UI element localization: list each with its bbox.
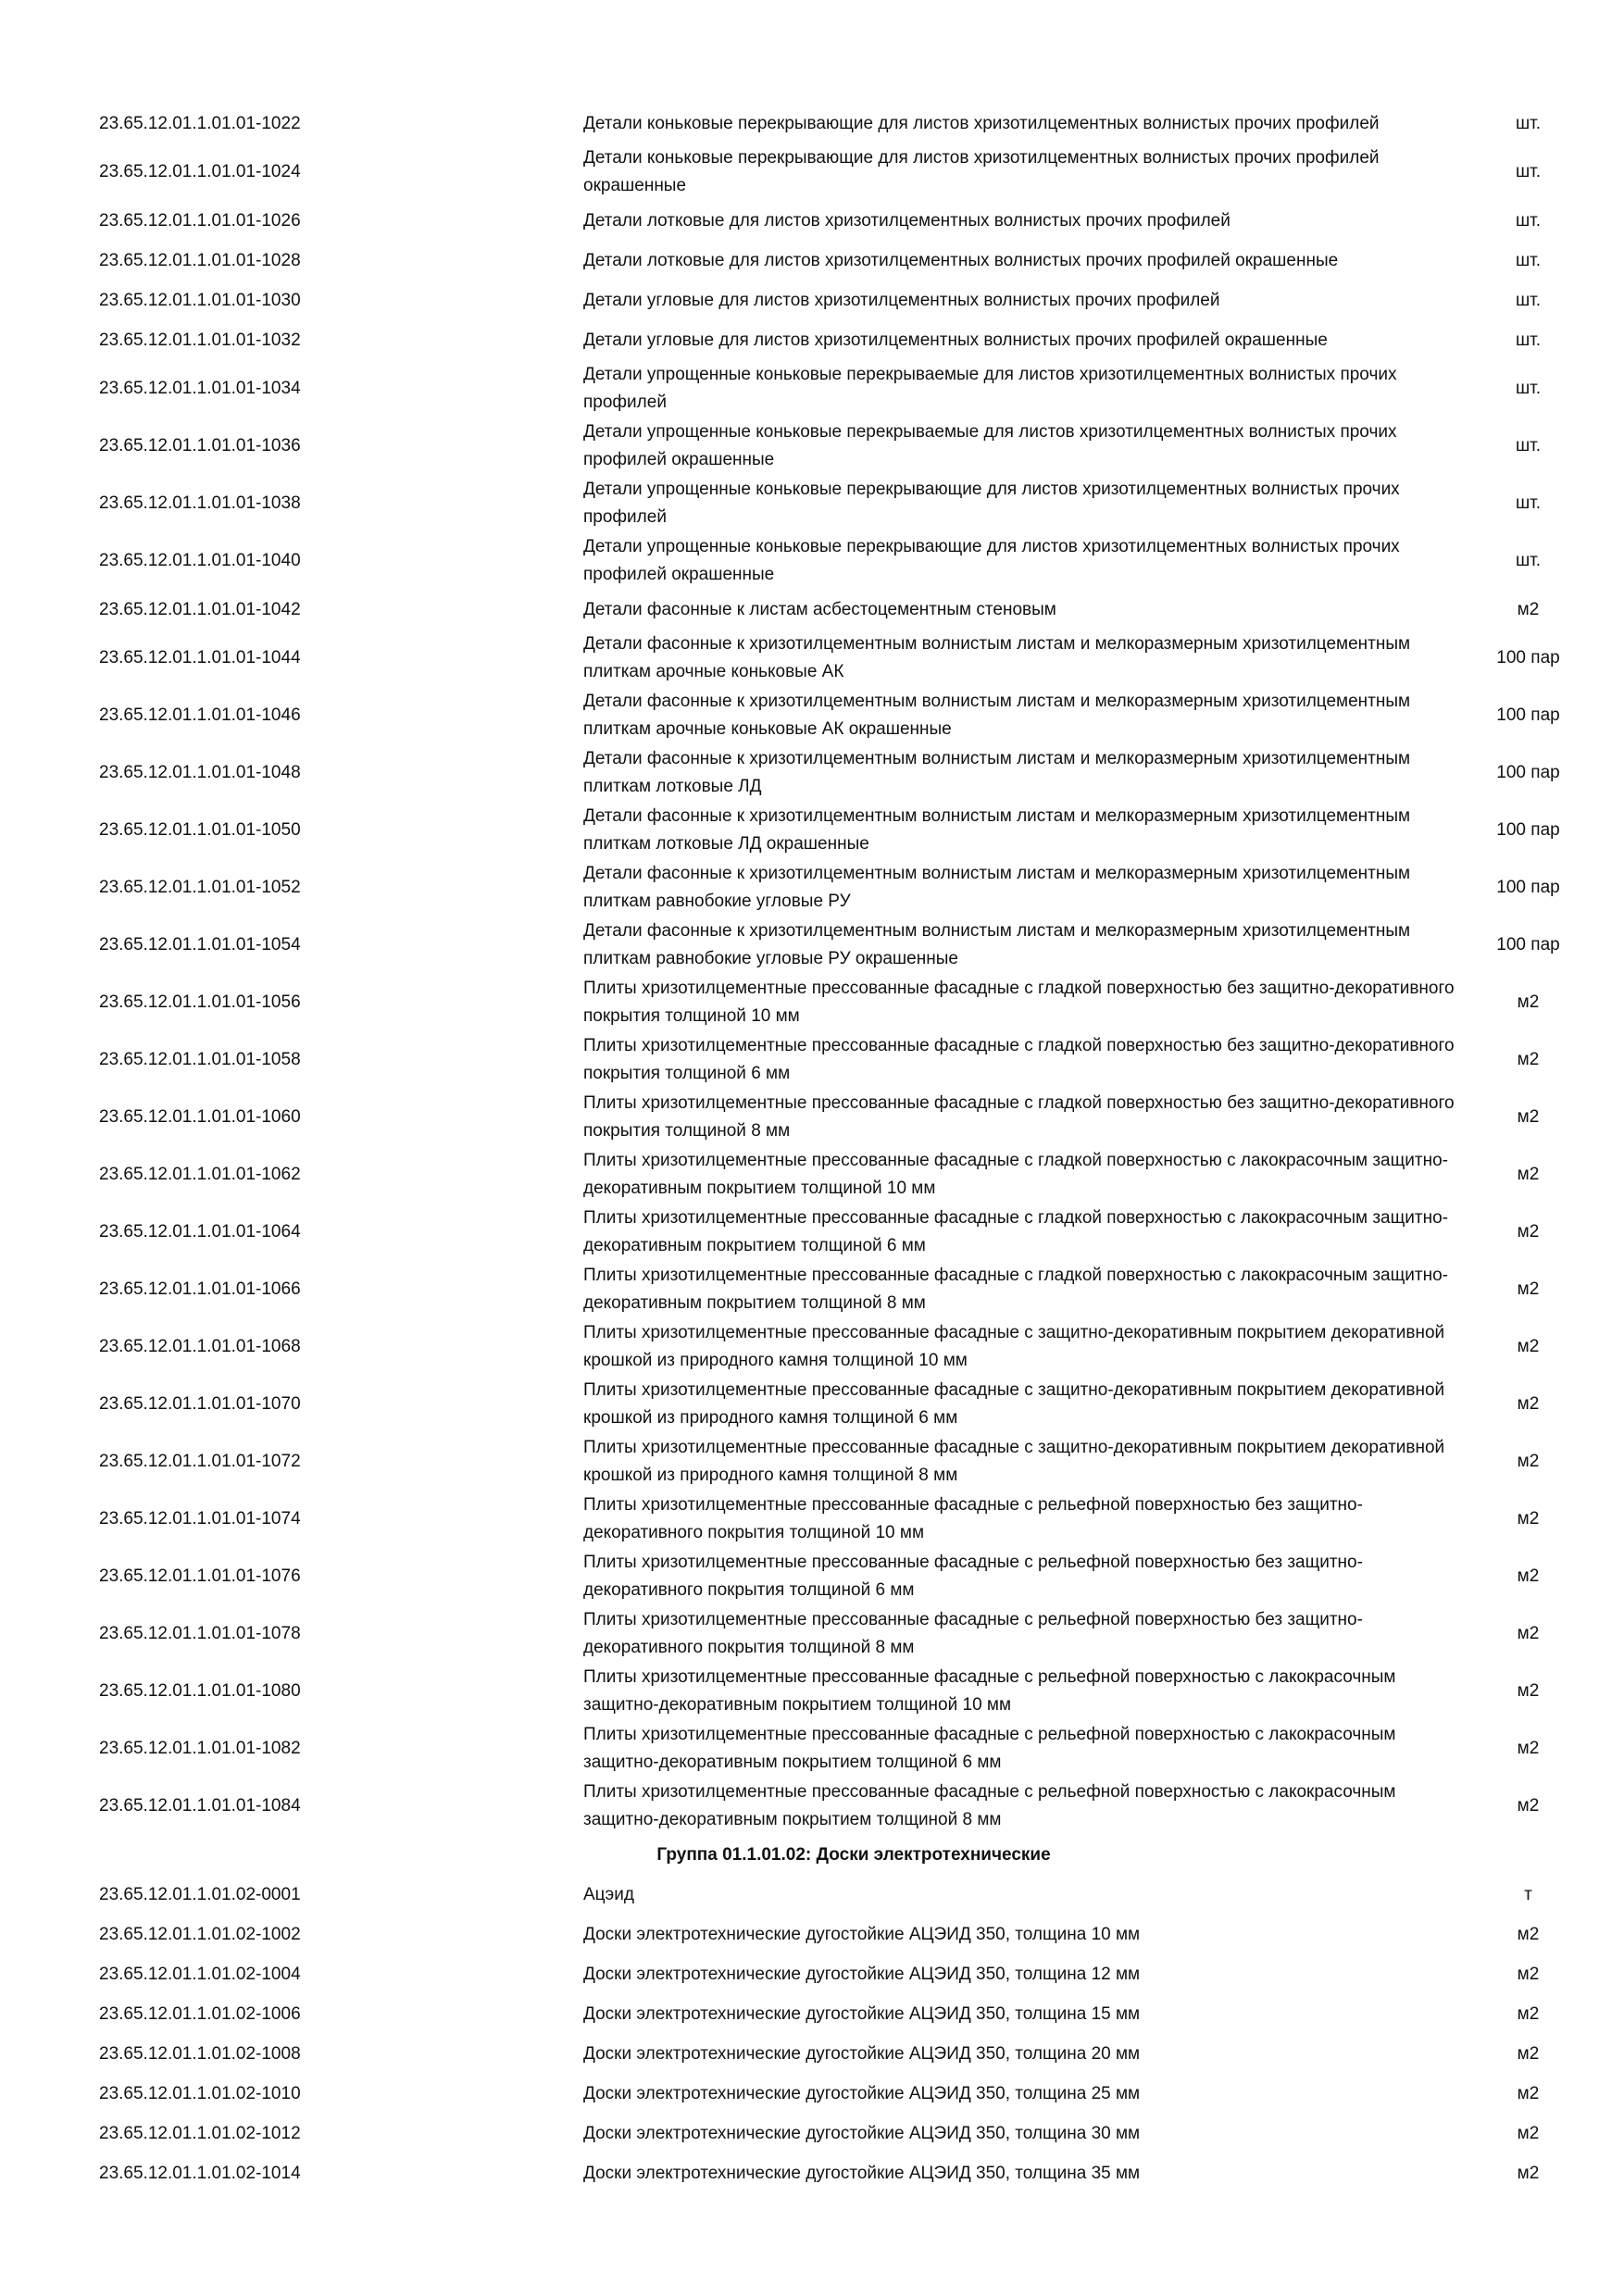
item-unit: м2: [1517, 1681, 1540, 1701]
item-unit: м2: [1517, 1452, 1540, 1471]
item-unit: м2: [1517, 1924, 1540, 1944]
item-name: Детали угловые для листов хризотилцементных волнистых прочих профилей окрашенные: [583, 330, 1328, 350]
item-name: Плиты хризотилцементные прессованные фасадные с рельефной поверхностью без защитно-декоративного покрытия толщиной 6 мм: [583, 1553, 1363, 1600]
table-row: [0, 1954, 1624, 1994]
item-name: Плиты хризотилцементные прессованные фасадные с гладкой поверхностью без защитно-декоративного покрытия толщиной 8 мм: [583, 1093, 1455, 1141]
item-unit: м2: [1517, 1279, 1540, 1299]
item-name: Детали коньковые перекрывающие для листов хризотилцементных волнистых прочих профилей окрашенные: [583, 148, 1380, 195]
table-row: [0, 281, 1624, 320]
table-row: [0, 2074, 1624, 2114]
item-unit: м2: [1517, 1165, 1540, 1184]
table-row: [0, 1031, 1624, 1089]
table-row: [0, 1318, 1624, 1376]
item-unit: 100 пар: [1496, 705, 1560, 725]
item-unit: м2: [1517, 599, 1540, 619]
item-code: 23.65.12.01.1.01.01-1078: [99, 1624, 301, 1643]
item-code: 23.65.12.01.1.01.01-1072: [99, 1452, 301, 1471]
item-code: 23.65.12.01.1.01.01-1028: [99, 250, 301, 270]
item-code: 23.65.12.01.1.01.01-1084: [99, 1796, 301, 1816]
table-row: [0, 590, 1624, 630]
item-code: 23.65.12.01.1.01.02-0001: [99, 1884, 301, 1904]
item-code: 23.65.12.01.1.01.01-1024: [99, 162, 301, 181]
item-name: Детали угловые для листов хризотилцементных волнистых прочих профилей: [583, 290, 1220, 310]
item-name: Детали фасонные к хризотилцементным волнистым листам и мелкоразмерным хризотилцементным плиткам равнобокие угловые РУ: [583, 864, 1411, 911]
item-code: 23.65.12.01.1.01.01-1030: [99, 290, 301, 310]
item-name: Доски электротехнические дугостойкие АЦЭИД 350, толщина 15 мм: [583, 2003, 1141, 2024]
item-code: 23.65.12.01.1.01.02-1008: [99, 2043, 301, 2064]
table-row: [0, 360, 1624, 418]
item-unit: м2: [1517, 1394, 1540, 1414]
item-unit: м2: [1517, 1050, 1540, 1069]
item-code: 23.65.12.01.1.01.01-1044: [99, 648, 301, 668]
item-name: Детали упрощенные коньковые перекрывающие для листов хризотилцементных волнистых прочих профилей: [583, 480, 1400, 527]
table-row: [0, 1915, 1624, 1954]
item-name: Детали фасонные к хризотилцементным волнистым листам и мелкоразмерным хризотилцементным плиткам лотковые ЛД окрашенные: [583, 806, 1411, 854]
item-name: Плиты хризотилцементные прессованные фасадные с рельефной поверхностью с лакокрасочным защитно-декоративным покрытием толщиной 8 мм: [583, 1782, 1396, 1829]
item-name: Доски электротехнические дугостойкие АЦЭИД 350, толщина 20 мм: [583, 2043, 1141, 2064]
item-code: 23.65.12.01.1.01.01-1048: [99, 763, 301, 782]
item-code: 23.65.12.01.1.01.01-1066: [99, 1279, 301, 1299]
table-row: [0, 418, 1624, 475]
item-code: 23.65.12.01.1.01.01-1070: [99, 1394, 301, 1414]
item-name: Плиты хризотилцементные прессованные фасадные с рельефной поверхностью без защитно-декоративного покрытия толщиной 10 мм: [583, 1495, 1363, 1542]
item-name: Ацэид: [583, 1884, 634, 1904]
item-name: Плиты хризотилцементные прессованные фасадные с рельефной поверхностью с лакокрасочным защитно-декоративным покрытием толщиной 6 мм: [583, 1725, 1396, 1772]
item-name: Детали фасонные к хризотилцементным волнистым листам и мелкоразмерным хризотилцементным плиткам арочные коньковые АК: [583, 634, 1411, 681]
item-code: 23.65.12.01.1.01.01-1054: [99, 935, 301, 955]
item-code: 23.65.12.01.1.01.01-1062: [99, 1165, 301, 1184]
item-code: 23.65.12.01.1.01.01-1046: [99, 705, 301, 725]
table-row: [0, 144, 1624, 201]
table-section-boards: [0, 1875, 1624, 2193]
item-code: 23.65.12.01.1.01.01-1064: [99, 1222, 301, 1242]
table-row: [0, 1548, 1624, 1605]
item-unit: м2: [1517, 2123, 1540, 2143]
table-row: [0, 1663, 1624, 1720]
item-name: Плиты хризотилцементные прессованные фасадные с гладкой поверхностью с лакокрасочным защитно-декоративным покрытием толщиной 8 мм: [583, 1266, 1448, 1313]
item-name: Плиты хризотилцементные прессованные фасадные с защитно-декоративным покрытием декоративной крошкой из природного камня толщиной 10 мм: [583, 1323, 1445, 1370]
table-row: [0, 1146, 1624, 1204]
item-unit: 100 пар: [1496, 820, 1560, 840]
item-code: 23.65.12.01.1.01.02-1014: [99, 2163, 301, 2183]
item-unit: м2: [1517, 1964, 1540, 1984]
item-code: 23.65.12.01.1.01.01-1040: [99, 551, 301, 570]
item-unit: м2: [1517, 1566, 1540, 1586]
group-heading: Группа 01.1.01.02: Доски электротехнические: [656, 1844, 1051, 1865]
item-code: 23.65.12.01.1.01.01-1032: [99, 330, 301, 350]
table-row: [0, 1433, 1624, 1491]
item-code: 23.65.12.01.1.01.01-1034: [99, 379, 301, 398]
item-name: Детали лотковые для листов хризотилцементных волнистых прочих профилей окрашенные: [583, 250, 1339, 270]
item-unit: шт.: [1515, 162, 1542, 181]
table-row: [0, 532, 1624, 590]
item-unit: шт.: [1515, 250, 1542, 270]
item-name: Доски электротехнические дугостойкие АЦЭИД 350, толщина 12 мм: [583, 1964, 1141, 1984]
item-unit: шт.: [1515, 290, 1542, 310]
item-code: 23.65.12.01.1.01.01-1058: [99, 1050, 301, 1069]
item-code: 23.65.12.01.1.01.01-1060: [99, 1107, 301, 1127]
item-code: 23.65.12.01.1.01.01-1068: [99, 1337, 301, 1356]
table-row: [0, 1089, 1624, 1146]
table-row: [0, 859, 1624, 917]
item-code: 23.65.12.01.1.01.01-1056: [99, 992, 301, 1012]
item-unit: м2: [1517, 2043, 1540, 2064]
item-name: Доски электротехнические дугостойкие АЦЭИД 350, толщина 10 мм: [583, 1924, 1141, 1944]
item-code: 23.65.12.01.1.01.01-1022: [99, 113, 301, 133]
table-row: [0, 2114, 1624, 2153]
item-name: Детали коньковые перекрывающие для листов хризотилцементных волнистых прочих профилей: [583, 113, 1380, 133]
item-code: 23.65.12.01.1.01.01-1036: [99, 436, 301, 455]
item-unit: м2: [1517, 1739, 1540, 1758]
item-unit: 100 пар: [1496, 648, 1560, 668]
item-name: Доски электротехнические дугостойкие АЦЭИД 350, толщина 35 мм: [583, 2163, 1141, 2183]
table-row: [0, 104, 1624, 144]
table-row: [0, 1204, 1624, 1261]
item-name: Плиты хризотилцементные прессованные фасадные с гладкой поверхностью без защитно-декоративного покрытия толщиной 10 мм: [583, 979, 1455, 1026]
document-page: [0, 104, 1624, 2193]
item-unit: 100 пар: [1496, 763, 1560, 782]
item-unit: м2: [1517, 1624, 1540, 1643]
item-code: 23.65.12.01.1.01.01-1026: [99, 210, 301, 231]
item-name: Детали упрощенные коньковые перекрываемые для листов хризотилцементных волнистых прочих профилей: [583, 365, 1397, 412]
item-unit: шт.: [1515, 210, 1542, 231]
table-row: [0, 1491, 1624, 1548]
item-code: 23.65.12.01.1.01.01-1038: [99, 493, 301, 513]
item-name: Плиты хризотилцементные прессованные фасадные с гладкой поверхностью с лакокрасочным защитно-декоративным покрытием толщиной 6 мм: [583, 1208, 1448, 1255]
item-code: 23.65.12.01.1.01.01-1050: [99, 820, 301, 840]
item-unit: 100 пар: [1496, 878, 1560, 897]
item-name: Детали упрощенные коньковые перекрывающие для листов хризотилцементных волнистых прочих профилей окрашенные: [583, 537, 1400, 584]
item-unit: м2: [1517, 1222, 1540, 1242]
item-code: 23.65.12.01.1.01.02-1002: [99, 1924, 301, 1944]
table-row: [0, 1778, 1624, 1835]
item-unit: шт.: [1515, 551, 1542, 570]
item-name: Доски электротехнические дугостойкие АЦЭИД 350, толщина 25 мм: [583, 2083, 1141, 2103]
table-section-doors: [0, 104, 1624, 1835]
item-name: Плиты хризотилцементные прессованные фасадные с гладкой поверхностью с лакокрасочным защитно-декоративным покрытием толщиной 10 мм: [583, 1151, 1448, 1198]
table-row: [0, 744, 1624, 802]
table-row: [0, 241, 1624, 281]
item-unit: м2: [1517, 1509, 1540, 1529]
item-code: 23.65.12.01.1.01.01-1080: [99, 1681, 301, 1701]
table-row: [0, 1376, 1624, 1433]
table-row: [0, 1875, 1624, 1915]
item-name: Плиты хризотилцементные прессованные фасадные с гладкой поверхностью без защитно-декоративного покрытия толщиной 6 мм: [583, 1036, 1455, 1083]
item-unit: м2: [1517, 2163, 1540, 2183]
table-row: [0, 917, 1624, 974]
item-name: Детали упрощенные коньковые перекрываемые для листов хризотилцементных волнистых прочих профилей окрашенные: [583, 422, 1397, 469]
table-row: [0, 2153, 1624, 2193]
item-name: Детали фасонные к хризотилцементным волнистым листам и мелкоразмерным хризотилцементным плиткам арочные коньковые АК окрашенные: [583, 692, 1411, 739]
item-name: Плиты хризотилцементные прессованные фасадные с рельефной поверхностью с лакокрасочным защитно-декоративным покрытием толщиной 10 мм: [583, 1667, 1396, 1715]
item-name: Плиты хризотилцементные прессованные фасадные с рельефной поверхностью без защитно-декоративного покрытия толщиной 8 мм: [583, 1610, 1363, 1657]
item-unit: шт.: [1515, 493, 1542, 513]
item-name: Плиты хризотилцементные прессованные фасадные с защитно-декоративным покрытием декоративной крошкой из природного камня толщиной 8 мм: [583, 1438, 1445, 1485]
item-name: Детали фасонные к хризотилцементным волнистым листам и мелкоразмерным хризотилцементным плиткам лотковые ЛД: [583, 749, 1411, 796]
item-unit: 100 пар: [1496, 935, 1560, 955]
item-name: Детали фасонные к хризотилцементным волнистым листам и мелкоразмерным хризотилцементным плиткам равнобокие угловые РУ окрашенные: [583, 921, 1411, 968]
item-code: 23.65.12.01.1.01.01-1074: [99, 1509, 301, 1529]
table-row: [0, 974, 1624, 1031]
table-row: [0, 1720, 1624, 1778]
item-code: 23.65.12.01.1.01.01-1076: [99, 1566, 301, 1586]
item-code: 23.65.12.01.1.01.01-1082: [99, 1739, 301, 1758]
item-unit: шт.: [1515, 113, 1542, 133]
item-unit: м2: [1517, 1796, 1540, 1816]
item-unit: м2: [1517, 1337, 1540, 1356]
item-name: Доски электротехнические дугостойкие АЦЭИД 350, толщина 30 мм: [583, 2123, 1141, 2143]
item-unit: м2: [1517, 2083, 1540, 2103]
item-unit: шт.: [1515, 436, 1542, 455]
table-row: [0, 475, 1624, 532]
item-name: Детали лотковые для листов хризотилцементных волнистых прочих профилей: [583, 210, 1230, 231]
table-row: [0, 320, 1624, 360]
item-unit: м2: [1517, 992, 1540, 1012]
item-code: 23.65.12.01.1.01.01-1052: [99, 878, 301, 897]
table-row: [0, 2034, 1624, 2074]
item-name: Детали фасонные к листам асбестоцементным стеновым: [583, 599, 1056, 619]
table-row: [0, 1261, 1624, 1318]
table-row: [0, 201, 1624, 241]
table-row: [0, 687, 1624, 744]
item-code: 23.65.12.01.1.01.02-1006: [99, 2003, 301, 2024]
table-row: [0, 1605, 1624, 1663]
item-code: 23.65.12.01.1.01.01-1042: [99, 599, 301, 619]
table-row: [0, 1994, 1624, 2034]
item-unit: м2: [1517, 1107, 1540, 1127]
item-unit: шт.: [1515, 330, 1542, 350]
item-code: 23.65.12.01.1.01.02-1010: [99, 2083, 301, 2103]
item-code: 23.65.12.01.1.01.02-1004: [99, 1964, 301, 1984]
table-row: [0, 802, 1624, 859]
item-unit: т: [1524, 1884, 1532, 1904]
item-unit: м2: [1517, 2003, 1540, 2024]
item-name: Плиты хризотилцементные прессованные фасадные с защитно-декоративным покрытием декоративной крошкой из природного камня толщиной 6 мм: [583, 1380, 1445, 1428]
item-code: 23.65.12.01.1.01.02-1012: [99, 2123, 301, 2143]
table-row: [0, 630, 1624, 687]
item-unit: шт.: [1515, 379, 1542, 398]
